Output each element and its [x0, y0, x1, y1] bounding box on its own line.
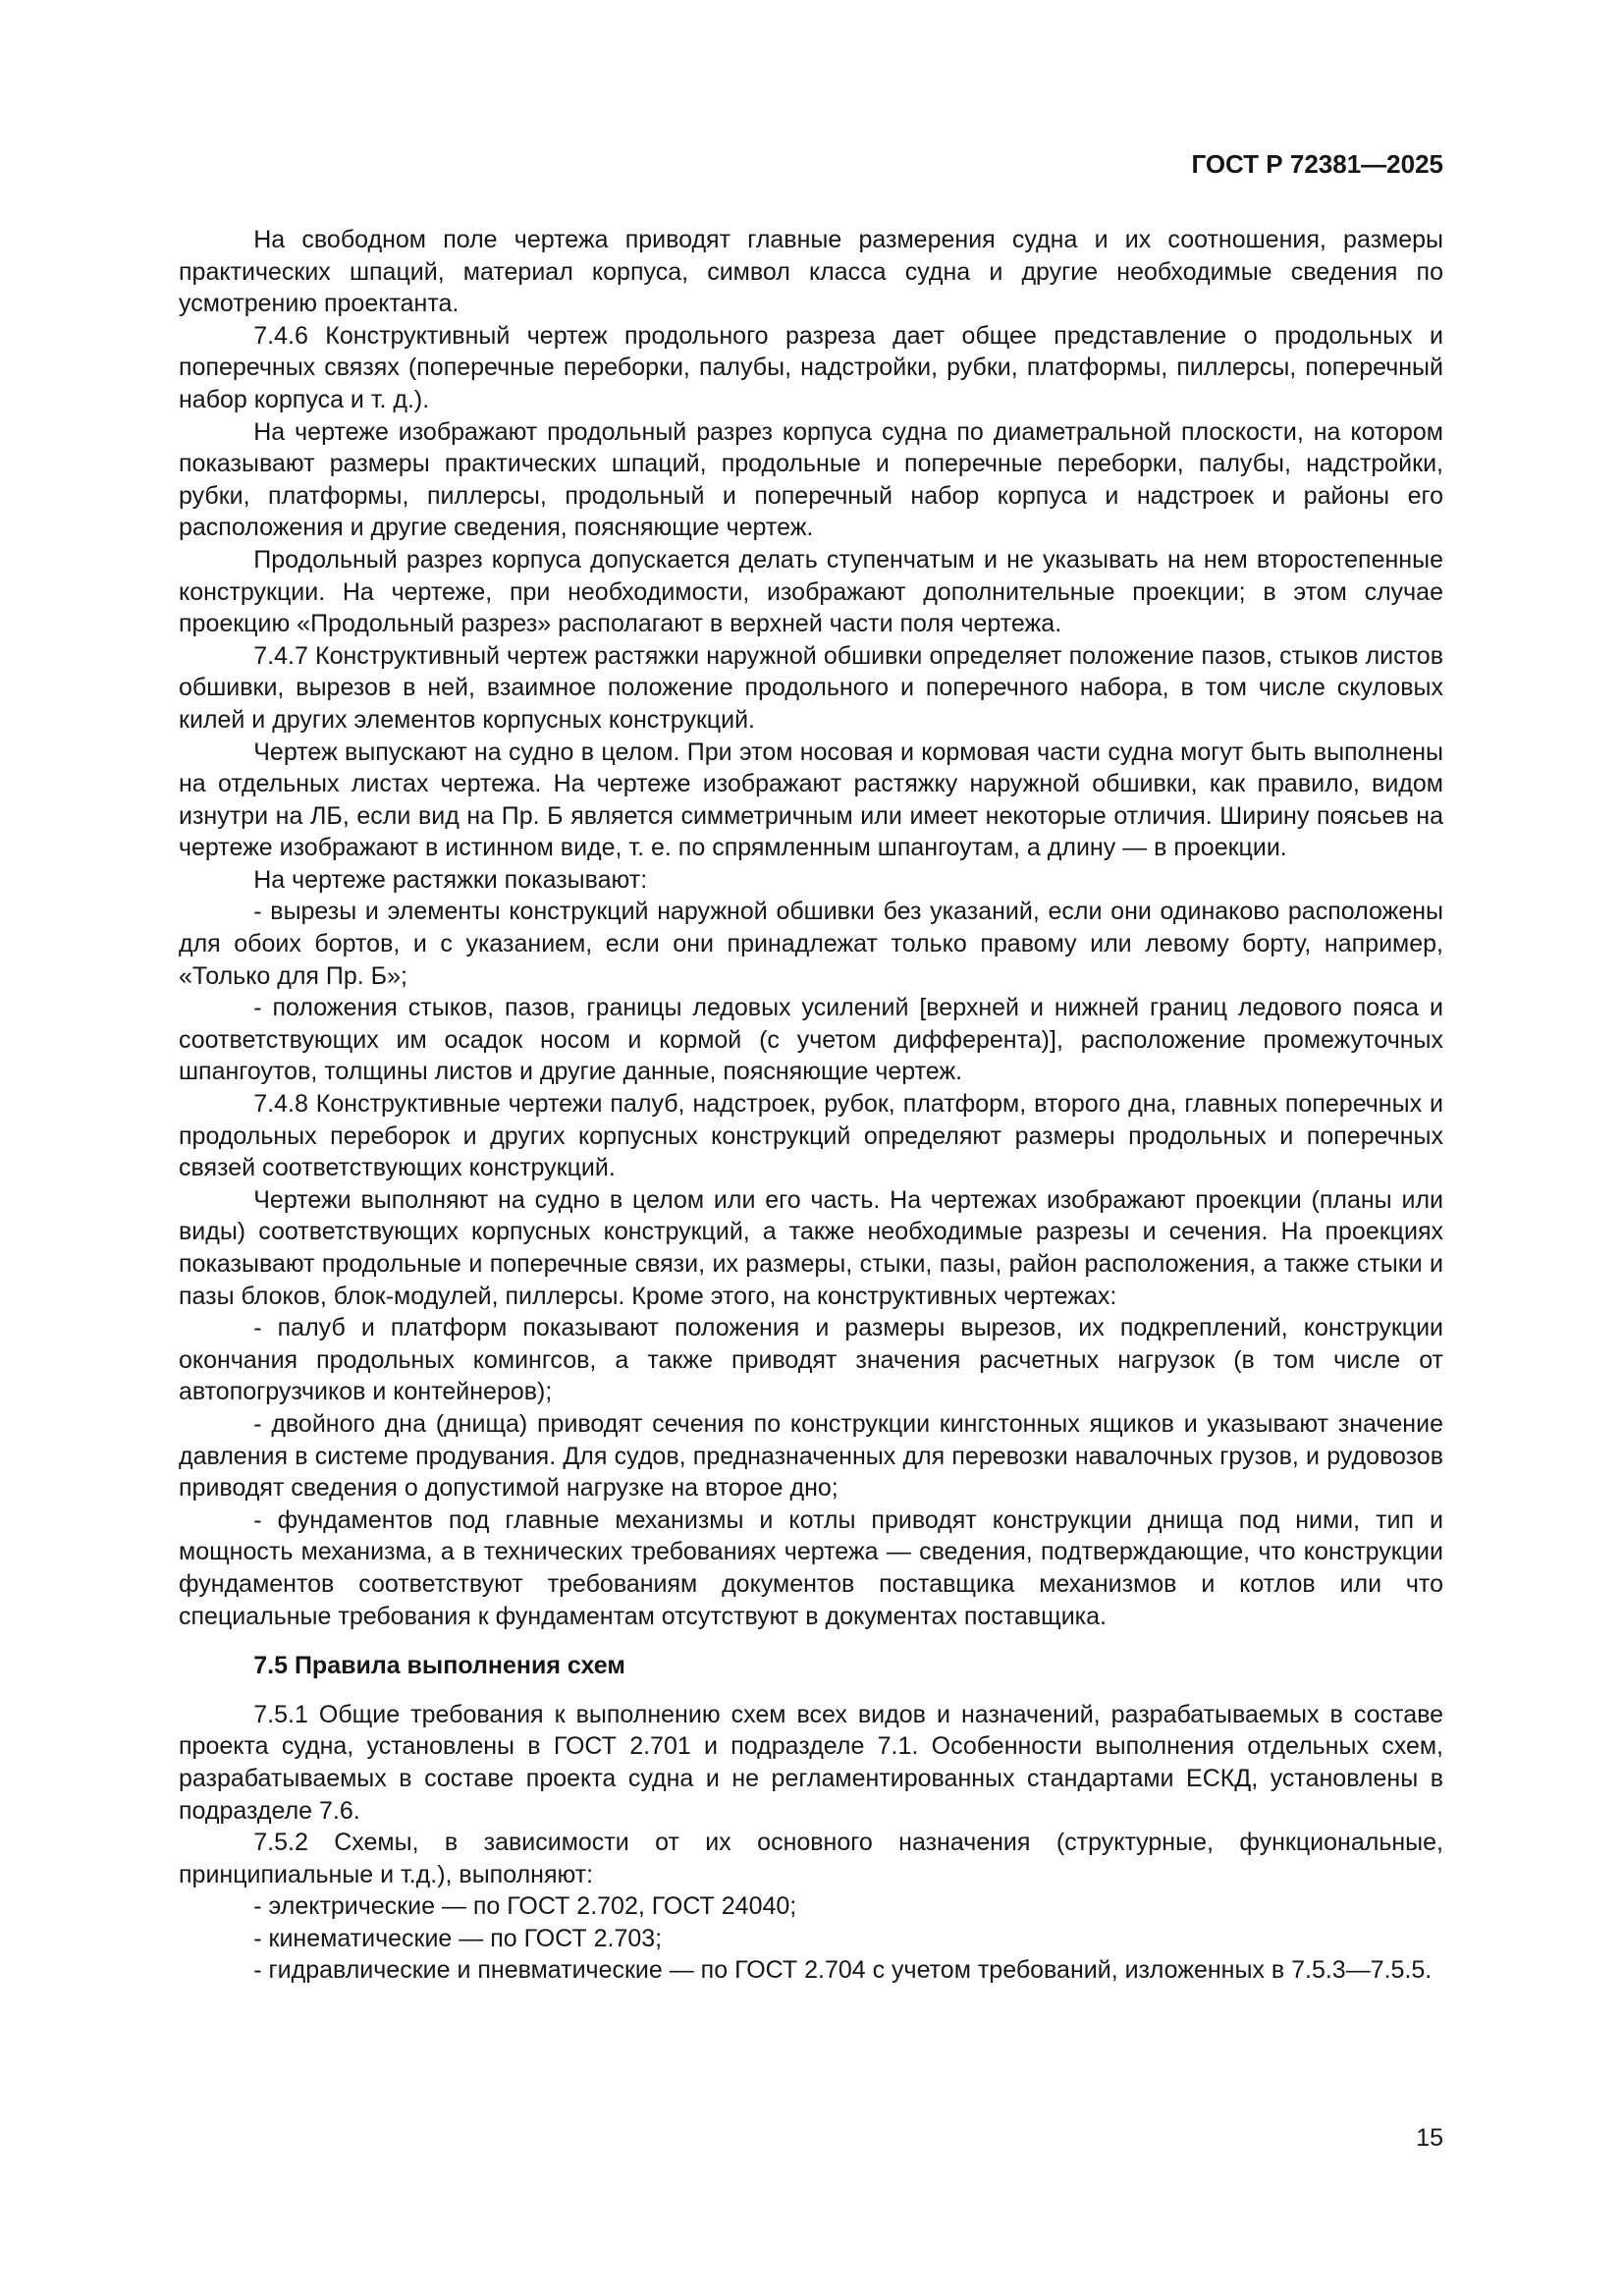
section-heading: 7.5 Правила выполнения схем	[253, 1652, 625, 1680]
list-item: - палуб и платформ показывают положения и размеры вырезов, их подкреплений, конструкции окончания продольных комингсов, а также приводят значения расчетных нагрузок (в том числе от автопогрузчиков и контейнеров);	[179, 1314, 1443, 1406]
paragraph: Чертеж выпускают на судно в целом. При этом носовая и кормовая части судна могут быть выполнены на отдельных листах чертежа. На чертеже изображают растяжку наружной обшивки, как правило, видом изнутри на ЛБ, если вид на Пр. Б является симметричным или имеет некоторые отличия. Ширину поясьев на чертеже изображают в истинном виде, т. е. по спрямленным шпангоутам, а длину — в проекции.	[179, 738, 1443, 862]
list-item: - гидравлические и пневматические — по ГОСТ 2.704 с учетом требований, изложенных в 7.5.3—7.5.5.	[253, 1956, 1433, 1985]
paragraph: На чертеже изображают продольный разрез корпуса судна по диаметральной плоскости, на котором показывают размеры практических шпаций, продольные и поперечные переборки, палубы, надстройки, рубки, платформы, пиллерсы, продольный и поперечный набор корпуса и надстроек и районы его расположения и другие сведения, поясняющие чертеж.	[179, 417, 1443, 542]
paragraph: 7.4.7 Конструктивный чертеж растяжки наружной обшивки определяет положение пазов, стыков листов обшивки, вырезов в ней, взаимное положение продольного и поперечного набора, в том числе скуловых килей и других элементов корпусных конструкций.	[179, 641, 1443, 734]
list-item: - вырезы и элементы конструкций наружной обшивки без указаний, если они одинаково расположены для обоих бортов, и с указанием, если они принадлежат только правому или левому борту, например, «Только для Пр. Б»;	[179, 898, 1443, 990]
paragraph: 7.4.8 Конструктивные чертежи палуб, надстроек, рубок, платформ, второго дна, главных поперечных и продольных переборок и других корпусных конструкций определяют размеры продольных и поперечных связей соответствующих конструкций.	[179, 1090, 1443, 1182]
paragraph: 7.5.1 Общие требования к выполнению схем всех видов и назначений, разрабатываемых в составе проекта судна, установлены в ГОСТ 2.701 и подразделе 7.1. Особенности выполнения отдельных схем, разрабатываемых в составе проекта судна и не регламентированных стандартами ЕСКД, установлены в подразделе 7.6.	[179, 1700, 1443, 1825]
document-code-header: ГОСТ Р 72381—2025	[1191, 149, 1443, 179]
page-number: 15	[1416, 2124, 1443, 2152]
list-item: - электрические — по ГОСТ 2.702, ГОСТ 24040;	[253, 1892, 797, 1921]
list-item: - положения стыков, пазов, границы ледовых усилений [верхней и нижней границ ледового пояса и соответствующих им осадок носом и кормой (с учетом дифферента)], расположение промежуточных шпангоутов, толщины листов и другие данные, поясняющие чертеж.	[179, 994, 1443, 1086]
paragraph: Продольный разрез корпуса допускается делать ступенчатым и не указывать на нем второстепенные конструкции. На чертеже, при необходимости, изображают дополнительные проекции; в этом случае проекцию «Продольный разрез» располагают в верхней части поля чертежа.	[179, 545, 1443, 638]
page-body	[179, 224, 1443, 1987]
paragraph: На свободном поле чертежа приводят главные размерения судна и их соотношения, размеры практических шпаций, материал корпуса, символ класса судна и другие необходимые сведения по усмотрению проектанта.	[179, 226, 1443, 318]
list-item: - кинематические — по ГОСТ 2.703;	[253, 1924, 663, 1952]
paragraph: 7.5.2 Схемы, в зависимости от их основного назначения (структурные, функциональные, принципиальные и т.д.), выполняют:	[179, 1829, 1443, 1888]
list-item: - двойного дна (днища) приводят сечения по конструкции кингстонных ящиков и указывают значение давления в системе продувания. Для судов, предназначенных для перевозки навалочных грузов, и рудовозов приводят сведения о допустимой нагрузке на второе дно;	[179, 1409, 1443, 1503]
list-item: - фундаментов под главные механизмы и котлы приводят конструкции днища под ними, тип и мощность механизма, а в технических требованиях чертежа — сведения, подтверждающие, что конструкции фундаментов соответствуют требованиям документов поставщика механизмов и котлов или что специальные требования к фундаментам отсутствуют в документах поставщика.	[179, 1505, 1443, 1630]
paragraph: Чертежи выполняют на судно в целом или его часть. На чертежах изображают проекции (планы или виды) соответствующих корпусных конструкций, а также необходимые разрезы и сечения. На проекциях показывают продольные и поперечные связи, их размеры, стыки, пазы, район расположения, а также стыки и пазы блоков, блок-модулей, пиллерсы. Кроме этого, на конструктивных чертежах:	[179, 1185, 1443, 1310]
paragraph: 7.4.6 Конструктивный чертеж продольного разреза дает общее представление о продольных и поперечных связях (поперечные переборки, палубы, надстройки, рубки, платформы, пиллерсы, поперечный набор корпуса и т. д.).	[179, 321, 1443, 413]
paragraph: На чертеже растяжки показывают:	[253, 865, 648, 894]
